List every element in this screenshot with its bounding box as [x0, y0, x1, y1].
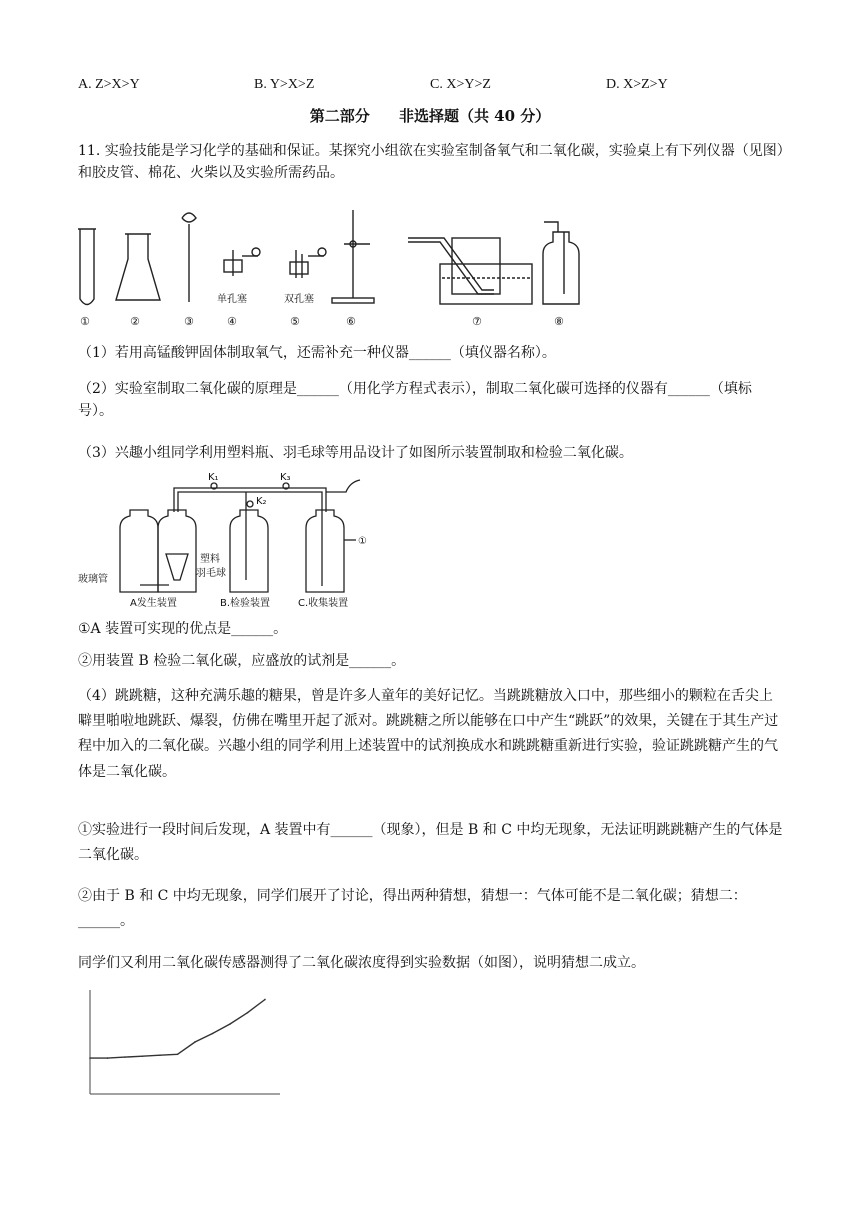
chart-point [194, 1041, 196, 1043]
chart-point [264, 999, 266, 1001]
option-d: D. X>Z>Y [606, 77, 668, 92]
chart-point [159, 1054, 161, 1056]
chart-point [124, 1056, 126, 1058]
sub-question-4-2: ②由于 B 和 C 中均无现象，同学们展开了讨论，得出两种猜想，猜想一：气体可能不是二氧化碳；猜想二：______。 [78, 888, 747, 930]
sub-question-3-1: ①A 装置可实现的优点是______。 [78, 621, 288, 637]
section-name: 非选择题（共 40 分） [398, 107, 551, 125]
chart-point [177, 1053, 179, 1055]
device-c-label: C.收集装置 [298, 598, 349, 609]
k1-label: K₁ [208, 472, 219, 483]
label-4: ④ [227, 315, 237, 328]
bottle-b [230, 510, 268, 592]
conical-flask-icon [116, 234, 160, 300]
label-1: ① [80, 315, 90, 328]
chart-point [89, 1057, 91, 1059]
option-a: A. Z>X>Y [78, 77, 140, 92]
label-8: ⑧ [554, 315, 564, 328]
sensor-statement: 同学们又利用二氧化碳传感器测得了二氧化碳浓度得到实验数据（如图），说明猜想二成立。 [78, 955, 645, 971]
sub-question-2: （2）实验室制取二氧化碳的原理是______（用化学方程式表示），制取二氧化碳可选择的仪器有______（填标号）。 [78, 381, 752, 420]
sub-question-4: （4）跳跳糖，这种充满乐趣的糖果，曾是许多人童年的美好记忆。当跳跳糖放入口中，那些细小的颗粒在舌尖上噼里啪啦地跳跃、爆裂，仿佛在嘴里开起了派对。跳跳糖之所以能够在口中产生“跳跃”的效果，关键在于其生产过程中加入的二氧化碳。兴趣小组的同学利用上述装置中的试剂换成水和跳跳糖重新进行实验，验证跳跳糖产生的气体是二氧化碳。 [78, 688, 779, 780]
label-5: ⑤ [290, 315, 300, 328]
label-7: ⑦ [472, 315, 482, 328]
shuttlecock-label: 羽毛球 [196, 568, 226, 579]
plastic-label: 塑料 [200, 554, 220, 565]
double-stopper-label: 双孔塞 [284, 294, 314, 305]
single-stopper-label: 单孔塞 [217, 294, 247, 305]
sub-question-3: （3）兴趣小组同学利用塑料瓶、羽毛球等用品设计了如图所示装置制取和检验二氧化碳。 [78, 445, 633, 461]
glass-tube-label: 玻璃管 [78, 574, 108, 585]
gas-bottle-icon [543, 232, 579, 304]
co2-chart [80, 984, 300, 1110]
device-figure [74, 470, 394, 610]
double-hole-stopper-icon [290, 262, 308, 274]
device-circle1-label: ① [358, 536, 367, 547]
sub-question-3-2: ②用装置 B 检验二氧化碳，应盛放的试剂是______。 [78, 653, 406, 669]
chart-point [142, 1055, 144, 1057]
option-b: B. Y>X>Z [254, 77, 315, 92]
test-tube-icon [80, 229, 94, 305]
section-title [0, 104, 860, 128]
k2-label: K₂ [256, 496, 267, 507]
water-trough-icon [440, 264, 532, 304]
section-part: 第二部分 [309, 107, 370, 125]
bottle-a-left [120, 510, 158, 592]
bottle-c [306, 510, 344, 592]
long-funnel-icon [182, 213, 196, 222]
question-intro: 11. 实验技能是学习化学的基础和保证。某探究小组欲在实验室制备氧气和二氧化碳，实验桌上有下列仪器（见图）和胶皮管、棉花、火柴以及实验所需药品。 [78, 143, 784, 182]
option-c: C. X>Y>Z [430, 77, 491, 92]
k3-label: K₃ [280, 472, 291, 483]
chart-point [247, 1012, 249, 1014]
shuttlecock-icon [166, 554, 188, 580]
chart-point [229, 1023, 231, 1025]
chart-series-line [90, 1000, 265, 1059]
label-3: ③ [184, 315, 194, 328]
label-6: ⑥ [346, 315, 356, 328]
chart-point [107, 1057, 109, 1059]
device-a-label: A发生装置 [130, 598, 177, 609]
label-2: ② [130, 315, 140, 328]
apparatus-figure [70, 204, 590, 332]
sub-question-4-1: ①实验进行一段时间后发现，A 装置中有______（现象），但是 B 和 C 中均无现象，无法证明跳跳糖产生的气体是二氧化碳。 [78, 822, 783, 864]
chart-point [212, 1033, 214, 1035]
device-b-label: B.检验装置 [220, 598, 271, 609]
sub-question-1: （1）若用高锰酸钾固体制取氧气，还需补充一种仪器______（填仪器名称）。 [78, 345, 556, 361]
